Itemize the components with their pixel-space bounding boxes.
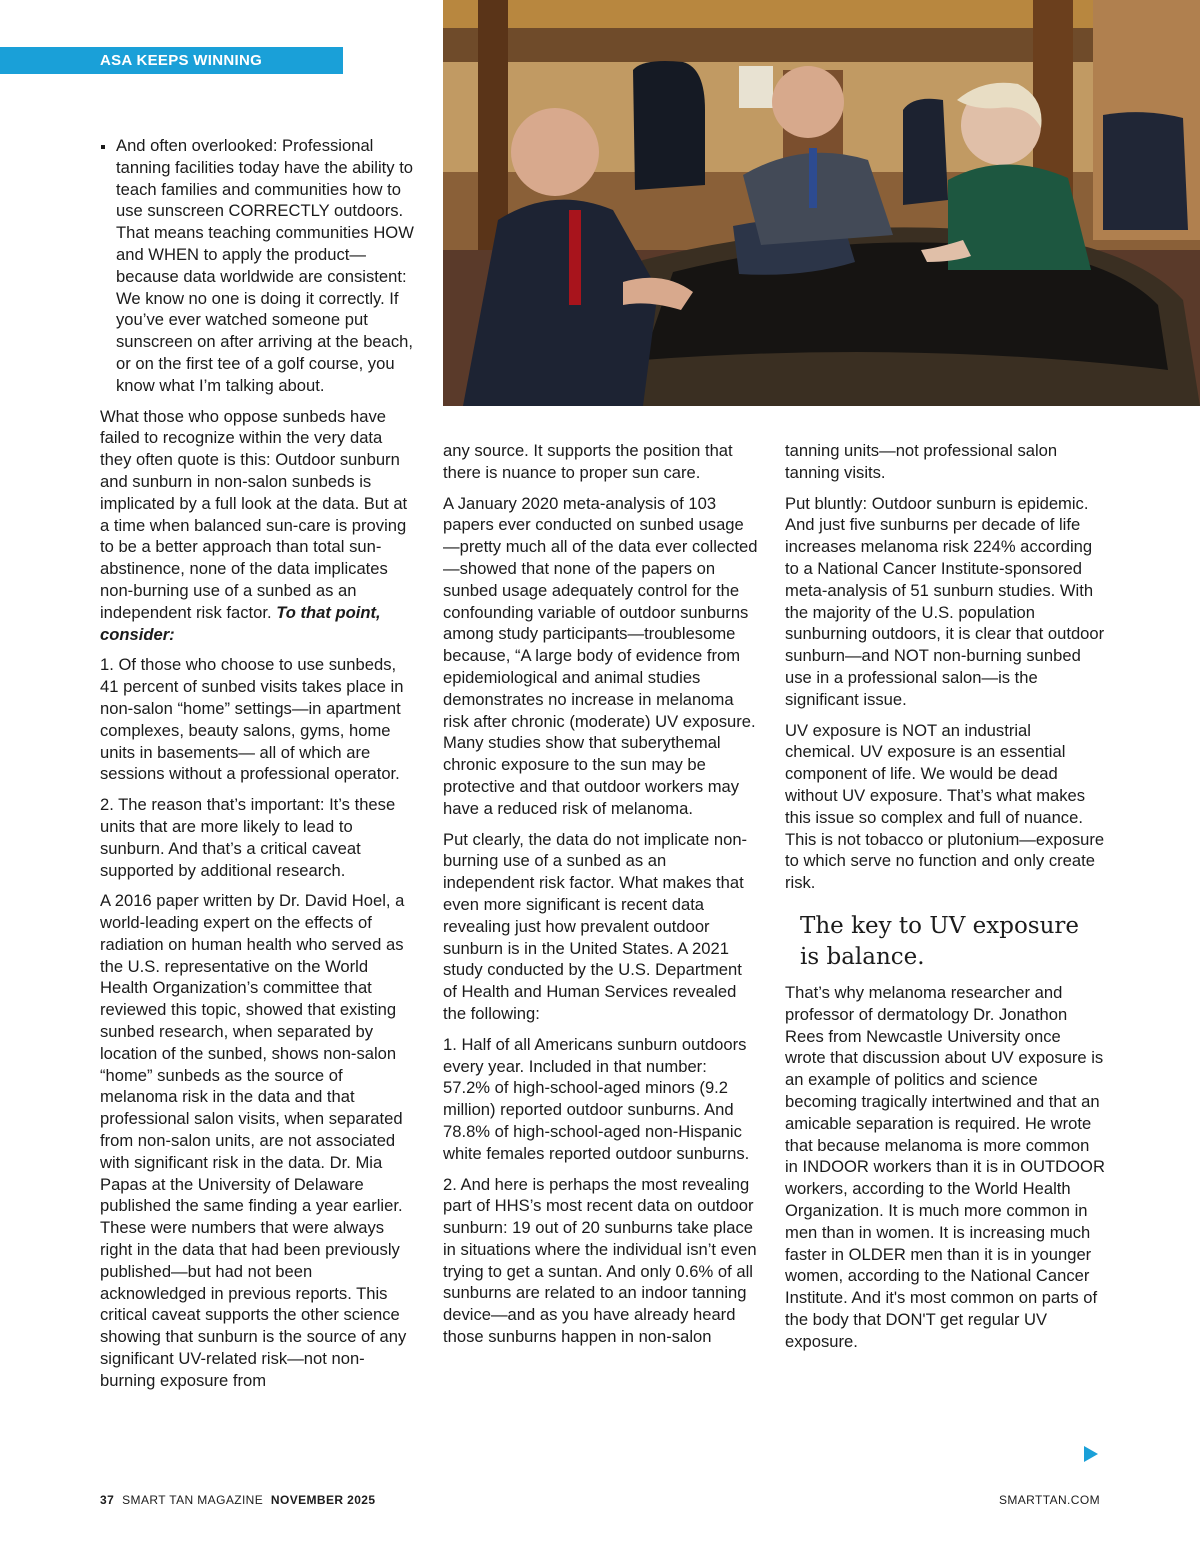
magazine-name: SMART TAN MAGAZINE [122,1493,264,1507]
paragraph: Put bluntly: Outdoor sunburn is epidemic. And just five sunburns per decade of life increases melanoma risk 224% according to a National Cancer Institute-sponsored meta-analysis of 51 sunburn studies. With the majority of the U.S. population sunburning outdoors, it is clear that outdoor sunburn—and NOT non-burning sunbed use in a professional salon—is the significant issue. [785,493,1105,709]
paragraph: Put clearly, the data do not implicate non-burning use of a sunbed as an independent risk factor. What makes that even more significant is recent data revealing just how prevalent outdoor sunburn is in the United States. A 2021 study conducted by the U.S. Department of Health and Human Services revealed the following: [443,829,748,1023]
paragraph: A 2016 paper written by Dr. David Hoel, a world-leading expert on the effects of radiation on human health who served as the U.S. representative on the World Health Organization’s committee that reviewed this topic, showed that existing sunbed research, when separated by location of the sunbed, shows non-salon “home” sunbeds as the source of melanoma risk in the data and that professional salon visits, when separated from non-salon units, are not associated with significant risk in the data. Dr. Mia Papas at the University of Delaware published the same finding a year earlier. These were numbers that were always right in the data that had been previously published—but had not been acknowledged in previous reports. This critical caveat supports the other science showing that sunburn is the source of any significant UV-related risk—not non-burning exposure from [100,891,407,1390]
paragraph: 2. The reason that’s important: It’s these units that are more likely to lead to sunburn. And that’s a critical caveat supported by additional research. [100,795,396,880]
paragraph: UV exposure is NOT an industrial chemical. UV exposure is an essential component of life. We would be dead without UV exposure. That’s what makes this issue so complex and full of nuance. This is not tobacco or plutonium—exposure to which serve no function and only create risk. [785,720,1105,893]
paragraph: That’s why melanoma researcher and professor of dermatology Dr. Jonathon Rees from Newcastle University once wrote that discussion about UV exposure is an example of politics and science becoming tragically intertwined and that an amicable separation is required. He wrote that because melanoma is more common in INDOOR workers than it is in OUTDOOR workers, according to the World Health Organization. It is much more common in men than in women. It is increasing much faster in OLDER men than it is in younger women, according to the National Cancer Institute. And it's most common on parts of the body that DON'T get regular UV exposure. [785,982,1105,1351]
paragraph [100,406,418,646]
paragraph-text: What those who oppose sunbeds have failed to recognize within the very data they often quote is this: Outdoor sunburn and sunburn in non-salon sunbeds is implicated by a full look at the data. But at a time when balanced sun-care is proving to be a better approach than total sun-abstinence, none of the data implicates non-burning use of a sunbed as an independent risk factor. [100,406,408,622]
article-column-2 [443,440,758,1357]
paragraph: 1. Half of all Americans sunburn outdoors every year. Included in that number: 57.2% of high-school-aged minors (9.2 million) reported outdoor sunburns. And 78.8% of high-school-aged non-Hispanic white females reported outdoor sunburns. [443,1034,750,1163]
page-number: 37 [100,1493,115,1507]
article-column-1 [100,135,418,1401]
footer-website[interactable]: SMARTTAN.COM [998,1493,1100,1507]
section-tag: ASA KEEPS WINNING [0,47,343,74]
pull-quote: The key to UV exposure is balance. [800,912,1080,970]
article-column-3 [785,440,1105,1361]
paragraph: 2. And here is perhaps the most revealing part of HHS’s most recent data on outdoor sunburn: 19 out of 20 sunburns take place in situations where the individual isn’t even trying to get a suntan. And only 0.6% of all sunburns are related to an indoor tanning device—and as you have already heard those sunburns happen in non-salon [443,1174,757,1347]
footer-publication [100,1493,375,1507]
bullet-item: And often overlooked: Professional tanning facilities today have the ability to teach families and communities how to use sunscreen CORRECTLY outdoors. That means teaching communities HOW and WHEN to apply the product—because data worldwide are consistent: We know no one is doing it correctly. If you’ve ever watched someone put sunscreen on after arriving at the beach, or on the first tee of a golf course, you know what I’m talking about. [100,135,418,397]
bullet-list [100,135,418,397]
article-photo [443,0,1200,406]
paragraph: any source. It supports the position that there is nuance to proper sun care. [443,441,733,482]
paragraph: tanning units—not professional salon tanning visits. [785,441,1058,482]
next-page-arrow-icon[interactable] [1083,1446,1099,1462]
emphasis-text: To that point, consider: [100,602,381,644]
paragraph: 1. Of those who choose to use sunbeds, 41 percent of sunbed visits takes place in non-salon “home” settings—in apartment complexes, beauty salons, gyms, home units in basements— all of which are sessions without a professional operator. [100,655,404,784]
paragraph: A January 2020 meta-analysis of 103 papers ever conducted on sunbed usage—pretty much all of the data ever collected—showed that none of the papers on sunbed usage adequately control for the confounding variable of outdoor sunburns among study participants—troublesome because, “A large body of evidence from epidemiological and animal studies demonstrates no increase in melanoma risk after chronic (moderate) UV exposure. Many studies show that suberythemal chronic exposure to the sun may be protective and that outdoor workers may have a reduced risk of melanoma. [443,493,758,818]
issue-date: NOVEMBER 2025 [270,1493,376,1507]
